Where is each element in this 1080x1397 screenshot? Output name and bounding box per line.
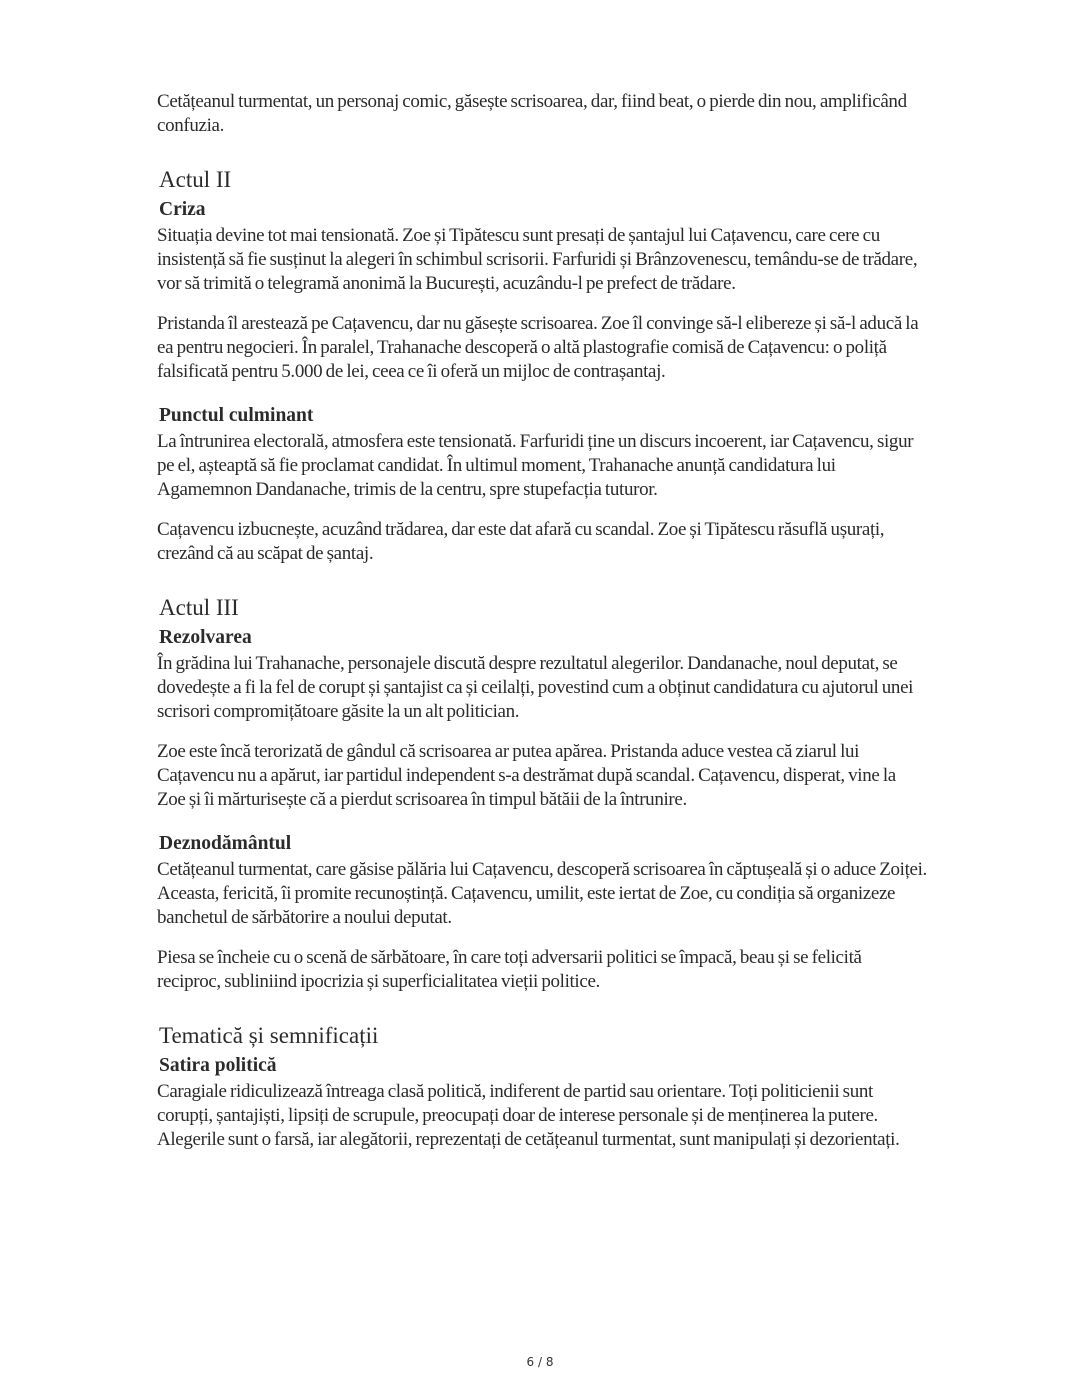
paragraph: Cetățeanul turmentat, care găsise pălăria lui Cațavencu, descoperă scrisoarea în căptușeală și o aduce Zoiței. Aceasta, fericită, îi promite recunoștință. Cațavencu, umilit, este iertat de Zoe, cu condiția să organizeze banchetul de sărbătorire a noului deputat. <box>157 859 927 928</box>
paragraph: Pristanda îl arestează pe Cațavencu, dar nu găsește scrisoarea. Zoe îl convinge să-l elibereze și să-l aducă la ea pentru negocieri. În paralel, Trahanache descoperă o altă plastografie comisă de Cațavencu: o poliță falsificată pentru 5.000 de lei, ceea ce îi oferă un mijloc de contrașantaj. <box>157 313 919 382</box>
subheading-satira-politica: Satira politică <box>159 1055 277 1076</box>
section-heading-act-2: Actul II <box>159 167 232 192</box>
subheading-punctul-culminant: Punctul culminant <box>159 405 314 426</box>
paragraph: Cațavencu izbucnește, acuzând trădarea, dar este dat afară cu scandal. Zoe și Tipătescu răsuflă ușurați, crezând că au scăpat de șantaj. <box>157 519 885 564</box>
paragraph: Situația devine tot mai tensionată. Zoe și Tipătescu sunt presați de șantajul lui Cațavencu, care cere cu insistență să fie susținut la alegeri în schimbul scrisorii. Farfuridi și Brânzovenescu, temându-se de trădare, vor să trimită o telegramă anonimă la București, acuzându-l pe prefect de trădare. <box>157 225 918 294</box>
intro-paragraph: Cetățeanul turmentat, un personaj comic, găsește scrisoarea, dar, fiind beat, o pierde din nou, amplificând confuzia. <box>157 91 907 136</box>
section-heading-tematica: Tematică și semnificații <box>159 1023 379 1048</box>
paragraph: Caragiale ridiculizează întreaga clasă politică, indiferent de partid sau orientare. Toți politicienii sunt corupți, șantajiști, lipsiți de scrupule, preocupați doar de interese personale și de menținerea la putere. Alegerile sunt o farsă, iar alegătorii, reprezentați de cetățeanul turmentat, sunt manipulați și dezorientați. <box>157 1081 900 1150</box>
paragraph: Zoe este încă terorizată de gândul că scrisoarea ar putea apărea. Pristanda aduce vestea că ziarul lui Cațavencu nu a apărut, iar partidul independent s-a destrămat după scandal. Cațavencu, disperat, vine la Zoe și îi mărturisește că a pierdut scrisoarea în timpul bătăii de la întrunire. <box>157 741 896 810</box>
paragraph: La întrunirea electorală, atmosfera este tensionată. Farfuridi ține un discurs incoerent, iar Cațavencu, sigur pe el, așteaptă să fie proclamat candidat. În ultimul moment, Trahanache anunță candidatura lui Agamemnon Dandanache, trimis de la centru, spre stupefacția tuturor. <box>157 431 914 500</box>
document-page <box>157 90 927 1168</box>
section-heading-act-3: Actul III <box>159 595 239 620</box>
page-indicator: 6 / 8 <box>526 1355 554 1369</box>
subheading-deznodamantul: Deznodământul <box>159 833 292 854</box>
paragraph: În grădina lui Trahanache, personajele discută despre rezultatul alegerilor. Dandanache, noul deputat, se dovedește a fi la fel de corupt și șantajist ca și ceilalți, povestind cum a obținut candidatura cu ajutorul unei scrisori compromițătoare găsite la un alt politician. <box>157 653 914 722</box>
paragraph: Piesa se încheie cu o scenă de sărbătoare, în care toți adversarii politici se împacă, beau și se felicită reciproc, subliniind ipocrizia și superficialitatea vieții politice. <box>157 947 862 992</box>
subheading-rezolvarea: Rezolvarea <box>159 627 252 648</box>
subheading-criza: Criza <box>159 199 206 220</box>
